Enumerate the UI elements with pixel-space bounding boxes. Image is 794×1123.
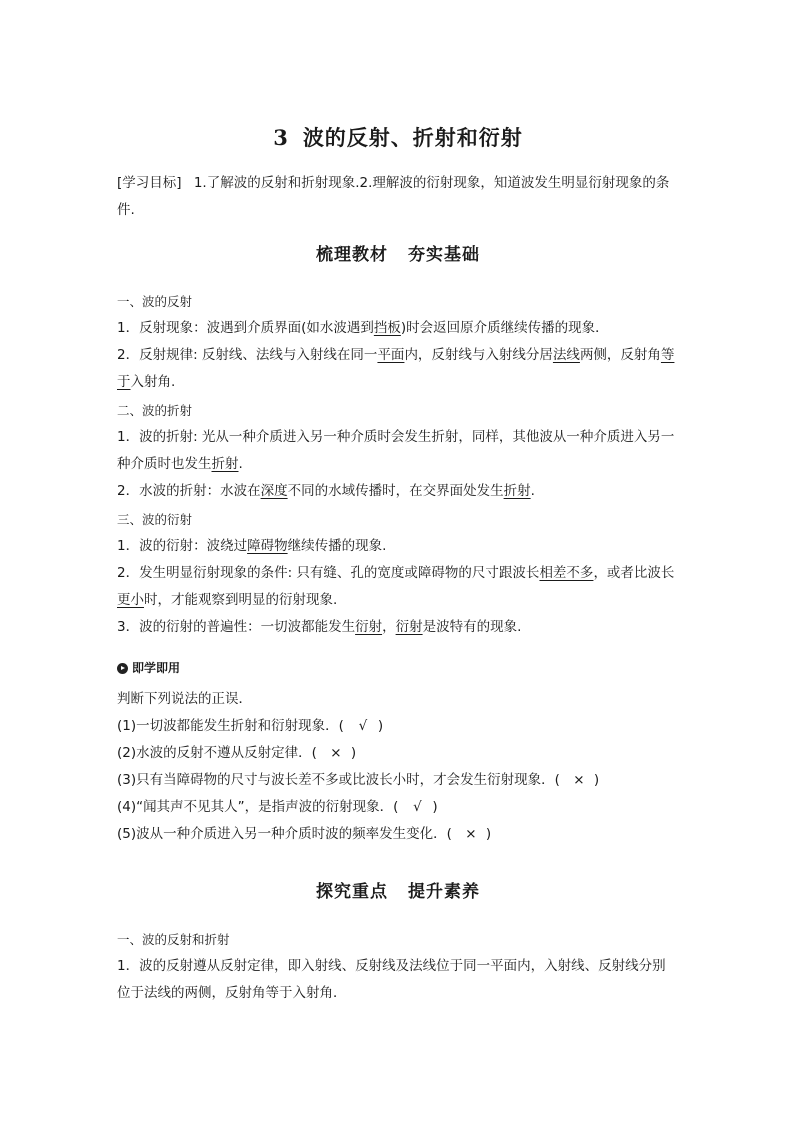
refraction-block (117, 397, 679, 505)
answer-mark: × (330, 745, 342, 761)
explore-block (117, 926, 679, 1007)
learning-goals-text: 1.了解波的反射和折射现象.2.理解波的衍射现象，知道波发生明显衍射现象的条件. (117, 175, 670, 218)
refraction-item-2: 2．水波的折射：水波在深度不同的水域传播时，在交界面处发生折射. (117, 483, 535, 499)
diffraction-item-3: 3．波的衍射的普遍性：一切波都能发生衍射，衍射是波特有的现象. (117, 619, 522, 635)
lesson-title-text: 波的反射、折射和衍射 (302, 126, 523, 150)
quick-practice-block (117, 655, 679, 848)
reflection-item-1: 1．反射现象：波遇到介质界面(如水波遇到挡板)时会返回原介质继续传播的现象． (117, 320, 609, 336)
reflection-heading: 一、波的反射 (117, 294, 193, 309)
refraction-heading: 二、波的折射 (117, 403, 193, 418)
reflection-block (117, 288, 679, 396)
judgement-item: (5)波从一种介质进入另一种介质时波的频率发生变化．( × ) (117, 821, 679, 848)
lesson-title (117, 122, 679, 152)
diffraction-item-2: 2．发生明显衍射现象的条件: 只有缝、孔的宽度或障碍物的尺寸跟波长相差不多，或者比波长更小时，才能观察到明显的衍射现象. (117, 565, 675, 608)
section-heading-part-b: 夯实基础 (408, 245, 480, 265)
judgement-item: (3)只有当障碍物的尺寸与波长差不多或比波长小时，才会发生衍射现象．( × ) (117, 767, 679, 794)
reflection-item-2: 2．反射规律: 反射线、法线与入射线在同一平面内，反射线与入射线分居法线两侧，反射角等于入射角. (117, 347, 675, 390)
section-heading-part-a: 探究重点 (316, 882, 388, 902)
judgement-item: (1)一切波都能发生折射和衍射现象．( √ ) (117, 713, 679, 740)
answer-mark: √ (413, 799, 422, 815)
diffraction-block (117, 506, 679, 641)
answer-mark: × (573, 772, 585, 788)
quick-practice-label: 即学即用 (117, 655, 679, 682)
diffraction-heading: 三、波的衍射 (117, 512, 193, 527)
section-heading-explore (117, 877, 679, 902)
refraction-item-1: 1．波的折射: 光从一种介质进入另一种介质时会发生折射，同样，其他波从一种介质进入另一种介质时也发生折射. (117, 429, 675, 472)
learning-goals-label: [学习目标] (117, 175, 182, 191)
section-heading-part-b: 提升素养 (408, 882, 480, 902)
answer-mark: × (465, 826, 477, 842)
answer-mark: √ (358, 718, 368, 734)
play-arrow-icon (117, 663, 128, 674)
quick-practice-intro: 判断下列说法的正误． (117, 691, 252, 707)
lesson-number: 3 (273, 125, 289, 150)
section-heading-part-a: 梳理教材 (316, 245, 388, 265)
judgement-item: (4)“闻其声不见其人”，是指声波的衍射现象．( √ ) (117, 794, 679, 821)
learning-goals (117, 170, 679, 224)
explore-heading: 一、波的反射和折射 (117, 932, 230, 947)
judgement-item: (2)水波的反射不遵从反射定律．( × ) (117, 740, 679, 767)
diffraction-item-1: 1．波的衍射：波绕过障碍物继续传播的现象. (117, 538, 387, 554)
section-heading-textbook (117, 240, 679, 265)
explore-item-1: 1．波的反射遵从反射定律，即入射线、反射线及法线位于同一平面内，入射线、反射线分别位于法线的两侧，反射角等于入射角． (117, 958, 666, 1001)
